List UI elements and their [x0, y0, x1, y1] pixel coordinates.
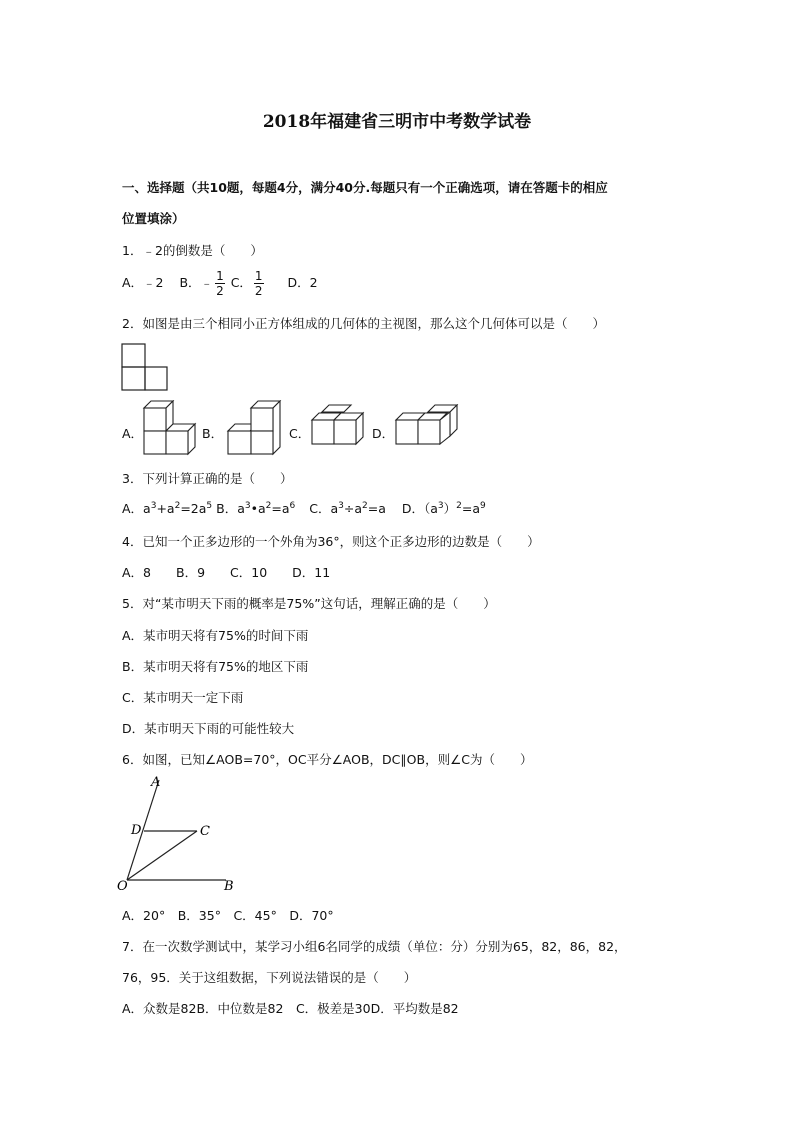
q1-stem: 1．﹣2的倒数是（ ）: [122, 243, 263, 258]
q3-option-c: C．$a^3\div a^2=a$: [309, 500, 386, 516]
q1-option-b-label: B．﹣: [179, 275, 214, 290]
q2-option-d-label: D．: [372, 426, 395, 441]
q2-front-view-figure: [118, 342, 170, 392]
q2-option-b-label: B．: [202, 426, 224, 441]
q3-options: [122, 499, 486, 517]
q2-option-b-solid: [224, 400, 286, 460]
fraction-denominator: 2: [254, 284, 263, 298]
q2-option-a-label: A．: [122, 426, 144, 441]
fraction-numerator: 1: [254, 269, 263, 283]
q1-option-b-fraction: [215, 270, 225, 297]
point-label-c: C: [200, 824, 210, 839]
q2-option-c-solid: [308, 404, 374, 452]
q7-stem-line2: 76，95．关于这组数据，下列说法错误的是（ ）: [122, 970, 417, 985]
point-label-a: A: [151, 775, 161, 790]
q2-stem: 2．如图是由三个相同小正方体组成的几何体的主视图，那么这个几何体可以是（ ）: [122, 316, 605, 331]
q5-option-b: B．某市明天将有75%的地区下雨: [122, 659, 309, 674]
page-title: 2018年福建省三明市中考数学试卷: [262, 112, 532, 132]
point-label-b: B: [224, 879, 234, 894]
q5-stem: 5．对“某市明天下雨的概率是75%”这句话，理解正确的是（ ）: [122, 596, 496, 611]
q6-stem: 6．如图，已知∠AOB=70°，OC平分∠AOB，DC∥OB，则∠C为（ ）: [122, 752, 533, 767]
q5-option-a: A．某市明天将有75%的时间下雨: [122, 628, 309, 643]
section-heading-line1: 一、选择题（共10题，每题4分，满分40分.每题只有一个正确选项，请在答题卡的相应: [122, 180, 608, 195]
q5-option-c: C．某市明天一定下雨: [122, 690, 244, 705]
point-label-o: O: [117, 879, 128, 894]
q2-option-c-label: C．: [289, 426, 311, 441]
q6-angle-figure: [112, 772, 242, 894]
bisector-oc: [127, 831, 197, 880]
q3-option-b: B．$a^3•a^2=a^6$: [216, 500, 296, 516]
q4-stem: 4．已知一个正多边形的一个外角为36°，则这个正多边形的边数是（ ）: [122, 534, 540, 549]
q1-option-a: A．﹣2: [122, 275, 164, 290]
q3-option-d: D．$(a^3)^2=a^9$: [401, 500, 486, 516]
q3-stem: 3．下列计算正确的是（ ）: [122, 471, 293, 486]
q1-option-c-label: C．: [230, 275, 252, 290]
q3-option-a: A．$a^3+a^2=2a^5$: [122, 500, 213, 516]
fraction-denominator: 2: [216, 284, 224, 298]
q7-stem-line1: 7．在一次数学测试中，某学习小组6名同学的成绩（单位：分）分别为65，82，86，82，: [122, 939, 627, 954]
q6-options: A．20° B．35° C．45° D．70°: [122, 908, 334, 923]
q1-option-c-fraction: [254, 270, 264, 297]
q1-option-d: D．2: [287, 275, 318, 290]
section-heading-line2: 位置填涂）: [122, 211, 185, 226]
q5-option-d: D．某市明天下雨的可能性较大: [122, 721, 295, 736]
q2-option-a-solid: [140, 400, 200, 460]
q2-option-d-solid: [392, 404, 464, 452]
q1-options: [122, 266, 318, 300]
point-label-d: D: [131, 823, 142, 838]
fraction-numerator: 1: [216, 269, 224, 283]
q4-options: A．8 B．9 C．10 D．11: [122, 565, 331, 580]
q7-options: A．众数是82B．中位数是82 C．极差是30D．平均数是82: [122, 1001, 459, 1016]
